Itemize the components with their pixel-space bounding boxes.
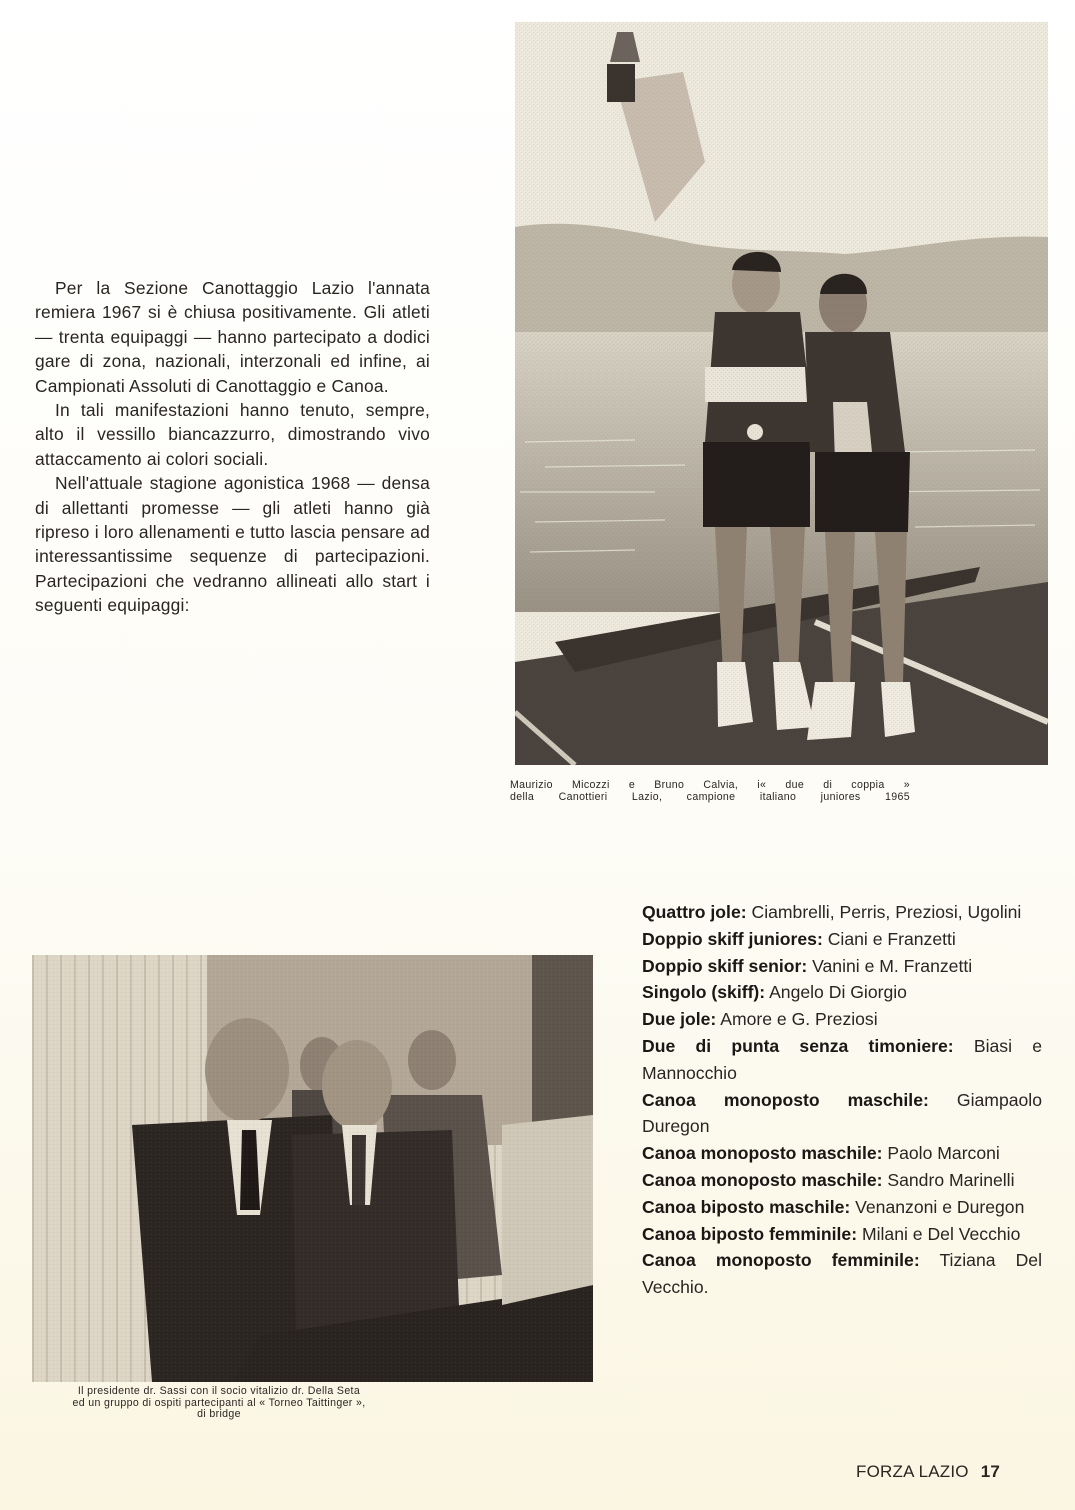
caption-line: ed un gruppo di ospiti partecipanti al « Torneo Taittinger », — [72, 1396, 366, 1409]
roster-entry — [642, 926, 1042, 953]
magazine-title: FORZA LAZIO — [856, 1462, 969, 1481]
roster-category: Doppio skiff juniores: — [642, 928, 823, 949]
roster-entry — [642, 1247, 1042, 1301]
roster-entry — [642, 1167, 1042, 1194]
roster-category: Quattro jole: — [642, 902, 747, 922]
roster-crew: Ciani e Franzetti — [827, 928, 956, 949]
page-number: 17 — [980, 1462, 1001, 1481]
crew-roster-list — [642, 899, 1042, 1301]
roster-category: Canoa biposto femminile: — [642, 1223, 858, 1244]
roster-category: Canoa monoposto maschile: — [642, 1169, 883, 1190]
roster-entry — [642, 953, 1042, 980]
roster-category: Canoa monoposto femminile: — [642, 1250, 920, 1271]
roster-category: Doppio skiff senior: — [642, 955, 808, 976]
roster-category: Canoa monoposto maschile: — [642, 1089, 929, 1110]
roster-category: Due di punta senza timoniere: — [642, 1035, 954, 1056]
intro-paragraph: In tali manifestazioni hanno tenuto, sempre, alto il vessillo biancazzurro, dimostrando vivo attaccamento ai colori sociali. — [35, 400, 430, 469]
roster-crew: Vanini e M. Franzetti — [812, 955, 973, 976]
bridge-tournament-photo — [32, 955, 593, 1382]
bridge-tournament-photo-illustration — [32, 955, 593, 1382]
roster-crew: Amore e G. Preziosi — [720, 1009, 878, 1030]
caption-line: della Canottieri Lazio, campione italiano juniores 1965 — [510, 790, 910, 803]
roster-entry — [642, 1006, 1042, 1033]
rowers-photo-caption — [510, 780, 910, 803]
roster-entry — [642, 899, 1042, 926]
roster-entry — [642, 1221, 1042, 1248]
roster-crew: Sandro Marinelli — [887, 1169, 1015, 1190]
page-footer — [856, 1462, 1000, 1482]
roster-category: Singolo (skiff): — [642, 982, 766, 1003]
intro-article-text — [35, 276, 430, 618]
intro-paragraph: Per la Sezione Canottaggio Lazio l'annata remiera 1967 si è chiusa positivamente. Gli atleti — trenta equipaggi — hanno partecipato a dodici gare di zona, nazionali, interzonali ed infine, ai Campionati Assoluti di Canottaggio e Canoa. — [35, 278, 430, 396]
caption-line: di bridge — [197, 1408, 241, 1420]
rowers-photo — [515, 22, 1048, 765]
roster-entry — [642, 1087, 1042, 1141]
roster-crew: Venanzoni e Duregon — [855, 1196, 1025, 1217]
roster-crew: Tiziana Del Vecchio. — [642, 1250, 1042, 1298]
roster-entry — [642, 1033, 1042, 1087]
rowers-photo-illustration — [515, 22, 1048, 765]
roster-category: Due jole: — [642, 1009, 717, 1030]
roster-crew: Angelo Di Giorgio — [769, 982, 907, 1003]
caption-line: Maurizio Micozzi e Bruno Calvia, i« due di coppia » — [510, 779, 910, 791]
roster-category: Canoa biposto maschile: — [642, 1196, 851, 1217]
roster-entry — [642, 1194, 1042, 1221]
roster-crew: Giampaolo Duregon — [642, 1089, 1043, 1137]
roster-crew: Milani e Del Vecchio — [861, 1223, 1021, 1244]
roster-crew: Paolo Marconi — [887, 1143, 1000, 1164]
intro-paragraph: Nell'attuale stagione agonistica 1968 — densa di allettanti promesse — gli atleti hanno già ripreso i loro allenamenti e tutto lascia pensare ad interessantissime sequenze di partecipazioni. Partecipazioni che vedranno allineati allo start i seguenti equipaggi: — [35, 473, 430, 616]
roster-category: Canoa monoposto maschile: — [642, 1143, 883, 1164]
bridge-photo-caption — [24, 1386, 414, 1421]
roster-crew: Biasi e Mannocchio — [642, 1035, 1043, 1083]
roster-crew: Ciambrelli, Perris, Preziosi, Ugolini — [751, 902, 1022, 922]
roster-entry — [642, 1140, 1042, 1167]
roster-entry — [642, 979, 1042, 1006]
caption-line: Il presidente dr. Sassi con il socio vitalizio dr. Della Seta — [77, 1385, 361, 1397]
